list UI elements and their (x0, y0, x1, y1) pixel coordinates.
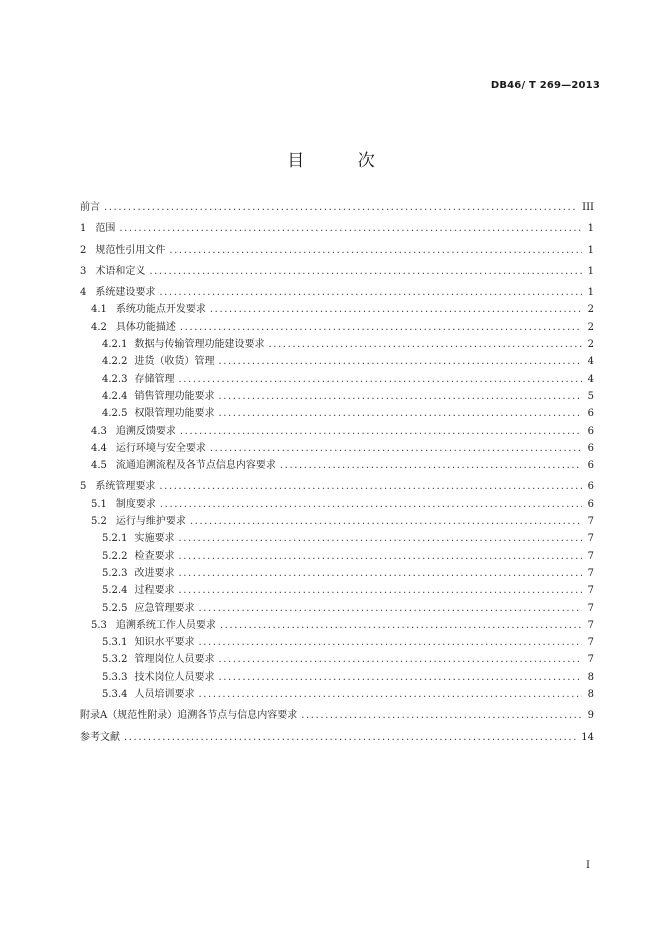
toc-entry-number: 5.3.1 (102, 637, 128, 649)
toc-leader-dots (301, 710, 582, 721)
toc-leader-dots (218, 672, 582, 683)
toc-leader-dots (160, 499, 582, 510)
toc-entry[interactable] (80, 300, 594, 317)
toc-leader-dots (218, 391, 582, 402)
toc-entry-number: 5.3 (91, 619, 107, 631)
toc-entry-title: 改进要求 (134, 567, 175, 579)
toc-entry-title: 制度要求 (115, 498, 156, 510)
toc-entry-number: 2 (80, 244, 87, 256)
toc-entry[interactable] (80, 581, 594, 598)
toc-entry-title: 过程要求 (134, 585, 175, 597)
toc-entry-title: 知识水平要求 (134, 637, 195, 649)
toc-entry-title: 检查要求 (134, 550, 175, 562)
toc-leader-dots (149, 266, 582, 277)
toc-entry-title: 参考文献 (80, 731, 120, 743)
toc-entry-title: 范围 (95, 223, 116, 235)
toc-entry[interactable] (80, 547, 594, 564)
toc-entry-number: 5.2.4 (102, 585, 128, 597)
toc-entry-page: 2 (587, 321, 594, 333)
toc-entry-page: 7 (587, 585, 594, 597)
toc-entry-title: 管理岗位人员要求 (134, 654, 215, 666)
toc-entry[interactable] (80, 668, 594, 685)
toc-entry-page: 1 (587, 265, 594, 277)
toc-entry[interactable] (80, 352, 594, 369)
toc-entry-page: 7 (587, 619, 594, 631)
toc-entry-number: 4.2 (91, 321, 107, 333)
toc-entry[interactable] (80, 370, 594, 387)
toc-entry-page: 7 (587, 567, 594, 579)
toc-entry-number: 5 (80, 481, 87, 493)
toc-entry-title: 流通追溯流程及各节点信息内容要求 (115, 460, 276, 472)
toc-entry-title: 系统管理要求 (95, 481, 156, 493)
toc-entry-page: 7 (587, 533, 594, 545)
toc-entry-title: 权限管理功能要求 (134, 408, 215, 420)
toc-leader-dots (268, 339, 582, 350)
toc-entry-page: 7 (587, 654, 594, 666)
toc-entry-title: 术语和定义 (95, 265, 146, 277)
footer-page-number: I (586, 860, 590, 871)
toc-entry-page: 2 (587, 304, 594, 316)
toc-entry-page: 7 (587, 550, 594, 562)
toc-entry[interactable] (80, 599, 594, 616)
toc-leader-dots (180, 322, 582, 333)
toc-entry[interactable] (80, 283, 594, 300)
toc-entry[interactable] (80, 564, 594, 581)
toc-entry-number: 4.5 (91, 460, 107, 472)
toc-entry-number: 4.1 (91, 304, 107, 316)
toc-entry[interactable] (80, 456, 594, 473)
toc-entry[interactable] (80, 650, 594, 667)
toc-entry[interactable] (80, 495, 594, 512)
toc-entry-page: 6 (587, 408, 594, 420)
toc-leader-dots (218, 408, 582, 419)
toc-entry-page: 1 (587, 244, 594, 256)
toc-entry-number: 3 (80, 265, 87, 277)
toc-entry-title: 追溯系统工作人员要求 (115, 619, 216, 631)
toc-entry-title: 系统功能点开发要求 (115, 304, 206, 316)
toc-entry[interactable] (80, 685, 594, 702)
toc-entry-title: 规范性引用文件 (95, 244, 166, 256)
toc-leader-dots (218, 356, 582, 367)
toc-leader-dots (210, 304, 582, 315)
toc-leader-dots (198, 637, 582, 648)
toc-entry-number: 5.2.3 (102, 567, 128, 579)
toc-entry-page: 4 (587, 356, 594, 368)
toc-entry[interactable] (80, 404, 594, 421)
toc-entry[interactable] (80, 219, 594, 236)
toc-entry-title: 应急管理要求 (134, 602, 195, 614)
toc-entry-page: 8 (587, 671, 594, 683)
toc-entry-title: 具体功能描述 (115, 321, 176, 333)
toc-entry[interactable] (80, 477, 594, 494)
toc-entry-number: 4.2.5 (102, 408, 128, 420)
toc-leader-dots (169, 245, 582, 256)
toc-entry-page: 6 (587, 442, 594, 454)
toc-entry-title: 运行环境与安全要求 (115, 442, 206, 454)
toc-entry-page: 9 (587, 710, 594, 722)
toc-entry-number: 5.2.2 (102, 550, 128, 562)
toc-leader-dots (210, 443, 582, 454)
toc-entry-page: 2 (587, 339, 594, 351)
toc-entry-number: 5.2.1 (102, 533, 128, 545)
toc-entry-page: 14 (581, 731, 594, 743)
toc-entry[interactable] (80, 387, 594, 404)
toc-leader-dots (178, 533, 582, 544)
toc-entry-number: 4.2.3 (102, 373, 128, 385)
toc-entry-page: 6 (587, 481, 594, 493)
toc-entry[interactable] (80, 633, 594, 650)
toc-entry[interactable] (80, 706, 594, 723)
toc-entry-number: 1 (80, 223, 87, 235)
toc-leader-dots (159, 481, 582, 492)
toc-entry-number: 4.3 (91, 425, 107, 437)
toc-entry-page: 7 (587, 637, 594, 649)
toc-leader-dots (178, 585, 582, 596)
toc-entry-number: 5.1 (91, 498, 107, 510)
toc-entry-title: 运行与维护要求 (115, 516, 186, 528)
toc-entry-title: 追溯反馈要求 (115, 425, 176, 437)
toc-leader-dots (190, 516, 582, 527)
toc-entry-title: 系统建设要求 (95, 287, 156, 299)
toc-entry-number: 5.3.2 (102, 654, 128, 666)
toc-leader-dots (104, 202, 578, 213)
toc-entry-page: 1 (587, 287, 594, 299)
toc-entry-page: 1 (587, 223, 594, 235)
toc-entry-title: 实施要求 (134, 533, 175, 545)
toc-entry-number: 4.2.2 (102, 356, 128, 368)
toc-leader-dots (119, 223, 582, 234)
toc-entry-page: III (582, 202, 594, 213)
toc-entry[interactable] (80, 318, 594, 335)
toc-entry-page: 4 (587, 373, 594, 385)
toc-leader-dots (178, 551, 582, 562)
toc-entry[interactable] (80, 198, 594, 215)
toc-entry-title: 人员培训要求 (134, 689, 195, 701)
toc-entry-page: 6 (587, 460, 594, 472)
toc-entry-title: 技术岗位人员要求 (134, 671, 215, 683)
toc-leader-dots (180, 426, 582, 437)
toc-entry-number: 4.2.1 (102, 339, 128, 351)
toc-entry-title: 存储管理 (134, 373, 175, 385)
toc-leader-dots (159, 287, 582, 298)
toc-leader-dots (178, 374, 582, 385)
toc-entry-number: 5.3.3 (102, 671, 128, 683)
toc-entry-number: 5.2 (91, 516, 107, 528)
toc-entry-page: 7 (587, 602, 594, 614)
toc-entry[interactable] (80, 512, 594, 529)
toc-entry-number: 5.2.5 (102, 602, 128, 614)
table-of-contents (80, 198, 594, 745)
toc-entry-page: 7 (587, 516, 594, 528)
toc-entry-title: 附录A（规范性附录）追溯各节点与信息内容要求 (80, 710, 298, 722)
toc-entry-number: 4.4 (91, 442, 107, 454)
toc-entry[interactable] (80, 616, 594, 633)
toc-leader-dots (280, 460, 582, 471)
toc-entry[interactable] (80, 422, 594, 439)
toc-leader-dots (198, 689, 582, 700)
toc-entry-title: 进货（收货）管理 (134, 356, 215, 368)
toc-entry[interactable] (80, 335, 594, 352)
toc-entry-page: 5 (587, 390, 594, 402)
toc-entry-number: 4.2.4 (102, 390, 128, 402)
toc-leader-dots (220, 620, 582, 631)
toc-entry-title: 销售管理功能要求 (134, 390, 215, 402)
toc-entry-page: 6 (587, 425, 594, 437)
standard-code: DB46/ T 269—2013 (490, 80, 600, 91)
toc-entry-page: 6 (587, 498, 594, 510)
toc-entry[interactable] (80, 262, 594, 279)
toc-entry[interactable] (80, 529, 594, 546)
toc-entry[interactable] (80, 241, 594, 258)
toc-entry[interactable] (80, 439, 594, 456)
toc-leader-dots (124, 732, 577, 743)
toc-entry-title: 前言 (80, 202, 100, 213)
page-title: 目 次 (287, 151, 399, 171)
toc-entry-page: 8 (587, 689, 594, 701)
toc-leader-dots (178, 568, 582, 579)
toc-entry-title: 数据与传输管理功能建设要求 (134, 339, 265, 351)
toc-leader-dots (218, 654, 582, 665)
toc-leader-dots (198, 603, 582, 614)
toc-entry[interactable] (80, 728, 594, 745)
toc-entry-number: 4 (80, 287, 87, 299)
toc-entry-number: 5.3.4 (102, 689, 128, 701)
